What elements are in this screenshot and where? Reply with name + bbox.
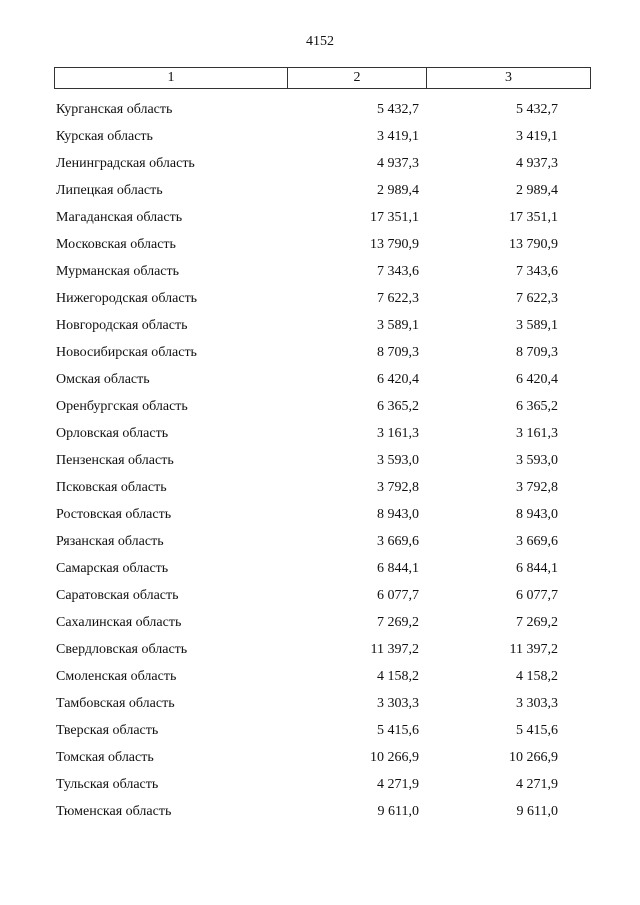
value-col-3: 2 989,4 (516, 183, 558, 198)
value-col-3: 6 077,7 (516, 588, 558, 603)
table-row (0, 694, 640, 721)
value-col-3: 4 158,2 (516, 669, 558, 684)
region-name: Новгородская область (56, 318, 188, 333)
value-col-2: 6 844,1 (377, 561, 419, 576)
value-col-3: 10 266,9 (509, 750, 558, 765)
region-name: Тамбовская область (56, 696, 175, 711)
table-row (0, 505, 640, 532)
table-row (0, 721, 640, 748)
value-col-2: 4 158,2 (377, 669, 419, 684)
table-row (0, 208, 640, 235)
value-col-2: 7 622,3 (377, 291, 419, 306)
value-col-3: 8 709,3 (516, 345, 558, 360)
table-row (0, 802, 640, 829)
table-header (54, 67, 591, 89)
region-name: Тульская область (56, 777, 159, 792)
region-name: Оренбургская область (56, 399, 188, 414)
region-name: Ростовская область (56, 507, 172, 522)
table-row (0, 397, 640, 424)
value-col-2: 3 303,3 (377, 696, 419, 711)
table-row (0, 613, 640, 640)
region-name: Липецкая область (56, 183, 163, 198)
value-col-2: 8 943,0 (377, 507, 419, 522)
value-col-3: 8 943,0 (516, 507, 558, 522)
table-row (0, 181, 640, 208)
value-col-3: 6 844,1 (516, 561, 558, 576)
table-row (0, 478, 640, 505)
value-col-3: 11 397,2 (509, 642, 558, 657)
table-body (0, 100, 640, 829)
region-name: Магаданская область (56, 210, 183, 225)
value-col-3: 3 669,6 (516, 534, 558, 549)
value-col-2: 6 077,7 (377, 588, 419, 603)
value-col-2: 4 271,9 (377, 777, 419, 792)
region-name: Саратовская область (56, 588, 179, 603)
value-col-2: 3 161,3 (377, 426, 419, 441)
value-col-3: 7 343,6 (516, 264, 558, 279)
region-name: Свердловская область (56, 642, 188, 657)
value-col-3: 17 351,1 (509, 210, 558, 225)
value-col-3: 3 303,3 (516, 696, 558, 711)
table-row (0, 586, 640, 613)
value-col-3: 3 593,0 (516, 453, 558, 468)
value-col-2: 7 343,6 (377, 264, 419, 279)
value-col-3: 4 937,3 (516, 156, 558, 171)
header-col-3: 3 (505, 70, 512, 85)
value-col-2: 4 937,3 (377, 156, 419, 171)
table-row (0, 424, 640, 451)
region-name: Мурманская область (56, 264, 180, 279)
table-row (0, 343, 640, 370)
value-col-2: 5 432,7 (377, 102, 419, 117)
value-col-3: 5 415,6 (516, 723, 558, 738)
value-col-3: 3 589,1 (516, 318, 558, 333)
table-row (0, 748, 640, 775)
table-row (0, 235, 640, 262)
value-col-2: 3 419,1 (377, 129, 419, 144)
region-name: Тверская область (56, 723, 159, 738)
value-col-2: 6 365,2 (377, 399, 419, 414)
value-col-3: 3 419,1 (516, 129, 558, 144)
value-col-2: 17 351,1 (370, 210, 419, 225)
region-name: Смоленская область (56, 669, 177, 684)
value-col-3: 3 792,8 (516, 480, 558, 495)
value-col-3: 7 269,2 (516, 615, 558, 630)
region-name: Омская область (56, 372, 150, 387)
value-col-2: 9 611,0 (377, 804, 419, 819)
value-col-2: 2 989,4 (377, 183, 419, 198)
value-col-2: 3 593,0 (377, 453, 419, 468)
value-col-3: 9 611,0 (516, 804, 558, 819)
value-col-3: 3 161,3 (516, 426, 558, 441)
region-name: Псковская область (56, 480, 167, 495)
table-row (0, 451, 640, 478)
table-row (0, 316, 640, 343)
value-col-3: 7 622,3 (516, 291, 558, 306)
region-name: Томская область (56, 750, 154, 765)
region-name: Нижегородская область (56, 291, 198, 306)
value-col-3: 6 365,2 (516, 399, 558, 414)
region-name: Ленинградская область (56, 156, 195, 171)
table-row (0, 289, 640, 316)
value-col-2: 6 420,4 (377, 372, 419, 387)
value-col-2: 8 709,3 (377, 345, 419, 360)
value-col-2: 11 397,2 (370, 642, 419, 657)
value-col-2: 3 792,8 (377, 480, 419, 495)
value-col-2: 3 669,6 (377, 534, 419, 549)
table-row (0, 154, 640, 181)
value-col-2: 3 589,1 (377, 318, 419, 333)
region-name: Самарская область (56, 561, 169, 576)
region-name: Сахалинская область (56, 615, 182, 630)
value-col-3: 6 420,4 (516, 372, 558, 387)
region-name: Московская область (56, 237, 176, 252)
header-col-2: 2 (288, 68, 427, 88)
page-number: 4152 (306, 34, 334, 49)
value-col-2: 7 269,2 (377, 615, 419, 630)
value-col-2: 13 790,9 (370, 237, 419, 252)
value-col-2: 5 415,6 (377, 723, 419, 738)
value-col-2: 10 266,9 (370, 750, 419, 765)
table-row (0, 262, 640, 289)
region-name: Рязанская область (56, 534, 164, 549)
region-name: Орловская область (56, 426, 169, 441)
header-col-1: 1 (55, 68, 288, 88)
region-name: Пензенская область (56, 453, 174, 468)
region-name: Курганская область (56, 102, 173, 117)
table-row (0, 775, 640, 802)
value-col-3: 5 432,7 (516, 102, 558, 117)
table-row (0, 667, 640, 694)
region-name: Курская область (56, 129, 153, 144)
value-col-3: 4 271,9 (516, 777, 558, 792)
value-col-3: 13 790,9 (509, 237, 558, 252)
region-name: Новосибирская область (56, 345, 197, 360)
table-row (0, 370, 640, 397)
region-name: Тюменская область (56, 804, 172, 819)
table-row (0, 532, 640, 559)
table-row (0, 127, 640, 154)
table-row (0, 640, 640, 667)
table-row (0, 559, 640, 586)
table-row (0, 100, 640, 127)
